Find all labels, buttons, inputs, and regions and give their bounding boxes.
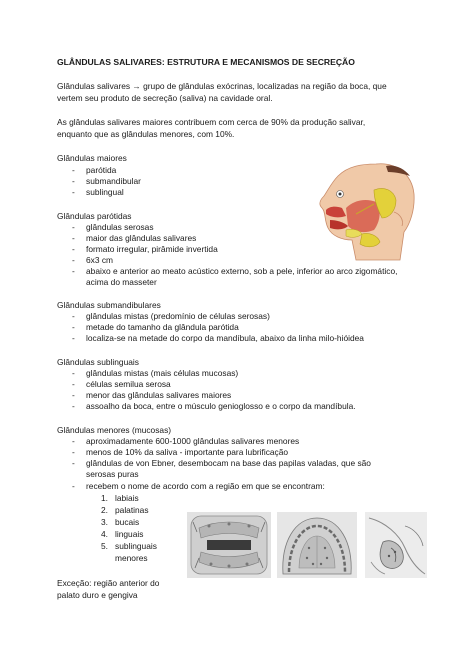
list-item: 6x3 cm <box>86 255 113 265</box>
bullet-dash: - <box>72 311 75 321</box>
bullet-dash: - <box>72 187 75 197</box>
numbered-item: bucais <box>115 517 140 527</box>
maiores-fact-line-2: enquanto que as glândulas menores, com 10%. <box>57 129 235 139</box>
bullet-dash: - <box>72 481 75 491</box>
list-item: glândulas serosas <box>86 222 154 232</box>
palatine-glands-figure <box>277 512 357 578</box>
list-item: maior das glândulas salivares <box>86 233 197 243</box>
bullet-dash: - <box>72 447 75 457</box>
bullet-dash: - <box>72 333 75 343</box>
list-item: menos de 10% da saliva - importante para lubrificação <box>86 447 289 457</box>
excecao-line-2: palato duro e gengiva <box>57 590 138 600</box>
bullet-dash: - <box>72 368 75 378</box>
list-number: 3. <box>101 517 108 527</box>
section-heading-menores: Glândulas menores (mucosas) <box>57 425 172 435</box>
bullet-dash: - <box>72 379 75 389</box>
excecao-line-1: Exceção: região anterior do <box>57 578 160 588</box>
list-item: parótida <box>86 165 117 175</box>
bullet-dash: - <box>72 176 75 186</box>
list-item: sublingual <box>86 187 124 197</box>
list-item-continuation: serosas puras <box>86 469 139 479</box>
bullet-dash: - <box>72 390 75 400</box>
intro-line-1: Glândulas salivares → grupo de glândulas exócrinas, localizadas na região da boca, que <box>57 81 387 91</box>
page-title: GLÂNDULAS SALIVARES: ESTRUTURA E MECANISMOS DE SECREÇÃO <box>57 57 355 67</box>
list-item: metade do tamanho da glândula parótida <box>86 322 239 332</box>
bullet-dash: - <box>72 165 75 175</box>
list-item: glândulas mistas (predomínio de células serosas) <box>86 311 270 321</box>
list-item: recebem o nome de acordo com a região em que se encontram: <box>86 481 325 491</box>
list-item: abaixo e anterior ao meato acústico externo, sob a pele, inferior ao arco zigomático, <box>86 266 398 276</box>
list-item: submandibular <box>86 176 141 186</box>
numbered-item: linguais <box>115 529 144 539</box>
list-item: menor das glândulas salivares maiores <box>86 390 232 400</box>
list-item-continuation: acima do masseter <box>86 277 157 287</box>
list-item: aproximadamente 600-1000 glândulas salivares menores <box>86 436 300 446</box>
list-number: 1. <box>101 493 108 503</box>
section-heading-maiores: Glândulas maiores <box>57 153 127 163</box>
numbered-item: labiais <box>115 493 139 503</box>
numbered-item: palatinas <box>115 505 149 515</box>
list-number: 2. <box>101 505 108 515</box>
bullet-dash: - <box>72 233 75 243</box>
bullet-dash: - <box>72 401 75 411</box>
bullet-dash: - <box>72 255 75 265</box>
list-number: 4. <box>101 529 108 539</box>
bullet-dash: - <box>72 458 75 468</box>
list-item: localiza-se na metade do corpo da mandíbula, abaixo da linha milo-hióidea <box>86 333 364 343</box>
labial-glands-figure <box>187 512 271 578</box>
list-item: assoalho da boca, entre o músculo genioglosso e o corpo da mandíbula. <box>86 401 356 411</box>
salivary-glands-head-illustration <box>316 160 416 262</box>
bullet-dash: - <box>72 266 75 276</box>
bullet-dash: - <box>72 322 75 332</box>
list-item: glândulas mistas (mais células mucosas) <box>86 368 239 378</box>
list-number: 5. <box>101 541 108 551</box>
list-item: glândulas de von Ebner, desembocam na base das papilas valadas, que são <box>86 458 371 468</box>
bullet-dash: - <box>72 244 75 254</box>
list-item: formato irregular, pirâmide invertida <box>86 244 218 254</box>
numbered-item: sublinguais <box>115 541 157 551</box>
maiores-fact-line-1: As glândulas salivares maiores contribuem com cerca de 90% da produção salivar, <box>57 117 366 127</box>
sublingual-glands-figure <box>365 512 427 578</box>
section-heading-submandibulares: Glândulas submandibulares <box>57 300 161 310</box>
section-heading-parotidas: Glândulas parótidas <box>57 211 132 221</box>
numbered-item-continuation: menores <box>115 553 148 563</box>
bullet-dash: - <box>72 222 75 232</box>
bullet-dash: - <box>72 436 75 446</box>
list-item: células semilua serosa <box>86 379 171 389</box>
intro-line-2: vertem seu produto de secreção (saliva) na cavidade oral. <box>57 93 273 103</box>
section-heading-sublinguais: Glândulas sublinguais <box>57 357 139 367</box>
